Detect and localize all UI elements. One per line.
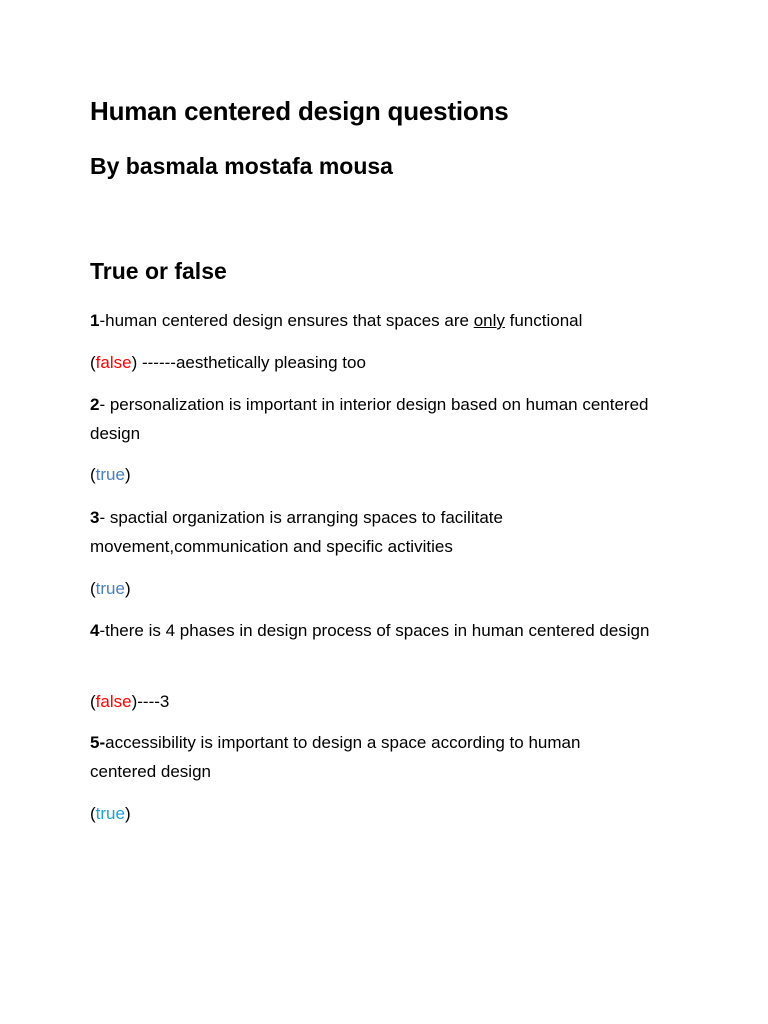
answer-value: false xyxy=(95,353,132,372)
question-number: 2 xyxy=(90,395,100,414)
answer-value: true xyxy=(95,579,125,598)
answer-5 xyxy=(90,799,650,828)
question-number: 5- xyxy=(90,733,106,752)
author-line: By basmala mostafa mousa xyxy=(90,153,393,179)
question-text: functional xyxy=(504,311,583,330)
answer-paren: ( xyxy=(90,692,96,711)
answer-paren: ) xyxy=(124,804,131,823)
answer-1 xyxy=(90,348,650,377)
question-number: 3 xyxy=(90,508,100,527)
answer-value: true xyxy=(95,804,125,823)
answer-note: ----3 xyxy=(137,692,170,711)
question-text: - spactial organization is arranging spaces to facilitate movement,communication and specific activities xyxy=(90,508,503,556)
question-4 xyxy=(90,616,650,645)
question-5 xyxy=(90,728,650,786)
answer-paren: ( xyxy=(90,465,96,484)
page-title: Human centered design questions xyxy=(90,96,509,126)
answer-paren: ) xyxy=(131,692,138,711)
answer-4 xyxy=(90,687,650,716)
answer-value: true xyxy=(95,465,125,484)
answer-paren: ) xyxy=(124,579,131,598)
answer-paren: ) xyxy=(124,465,131,484)
question-number: 4 xyxy=(90,621,100,640)
question-2 xyxy=(90,390,650,448)
question-number: 1 xyxy=(90,311,100,330)
question-text: -there is 4 phases in design process of spaces in human centered design xyxy=(99,621,650,640)
answer-note: ------aesthetically pleasing too xyxy=(137,353,366,372)
question-text: accessibility is important to design a space according to human centered design xyxy=(90,733,581,781)
question-text: -human centered design ensures that spaces are xyxy=(99,311,474,330)
answer-paren: ( xyxy=(90,353,96,372)
answer-3 xyxy=(90,574,650,603)
answer-paren: ) xyxy=(131,353,138,372)
question-text: - personalization is important in interior design based on human centered design xyxy=(90,395,649,443)
question-1 xyxy=(90,306,650,335)
answer-paren: ( xyxy=(90,804,96,823)
question-3 xyxy=(90,503,650,561)
answer-value: false xyxy=(95,692,132,711)
section-heading: True or false xyxy=(90,258,227,284)
answer-2 xyxy=(90,460,650,489)
answer-paren: ( xyxy=(90,579,96,598)
underlined-word: only xyxy=(473,311,505,330)
